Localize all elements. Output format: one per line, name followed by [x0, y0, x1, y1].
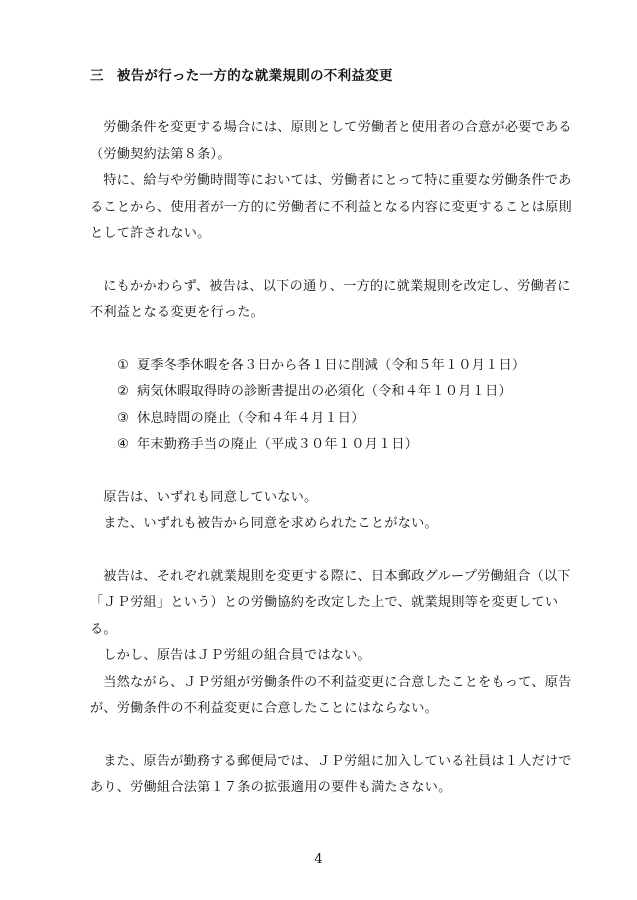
section-title: 被告が行った一方的な就業規則の不利益変更 — [116, 68, 393, 84]
spacer — [90, 248, 582, 274]
list-item-text: 病気休暇取得時の診断書提出の必須化（令和４年１０月１日） — [137, 384, 512, 399]
document-body — [90, 115, 582, 802]
paragraph-important-conditions: 特に、給与や労働時間等においては、労働者にとって特に重要な労働条件であることから、使用者が一方的に労働者に不利益となる内容に変更することは原則として許されない。 — [90, 173, 572, 241]
section-heading — [90, 64, 393, 84]
paragraph-consent-principle: 労働条件を変更する場合には、原則として労働者と使用者の合意が必要である（労働契約法第８条）。 — [90, 120, 572, 162]
list-item-text: 年末勤務手当の廃止（平成３０年１０月１日） — [137, 437, 419, 452]
list-item — [90, 353, 582, 380]
list-item — [90, 406, 582, 433]
list-item-text: 夏季冬季休暇を各３日から各１日に削減（令和５年１０月１日） — [137, 357, 526, 373]
spacer — [90, 723, 582, 749]
spacer — [90, 459, 582, 485]
paragraph-never-asked: また、いずれも被告から同意を求められたことがない。 — [103, 516, 438, 531]
paragraph-unilateral-change: にもかかわらず、被告は、以下の通り、一方的に就業規則を改定し、労働者に不利益となる変更を行った。 — [90, 278, 571, 320]
list-marker: ② — [117, 384, 130, 399]
paragraph-no-consent: 原告は、いずれも同意していない。 — [103, 489, 318, 505]
changes-list — [90, 353, 582, 459]
list-marker: ① — [117, 357, 130, 373]
paragraph-labor-agreement: 被告は、それぞれ就業規則を変更する際に、日本郵政グループ労働組合（以下「ＪＰ労組」という）との労働協約を改定した上で、就業規則等を変更している。 — [90, 568, 571, 637]
list-item — [90, 379, 582, 406]
page-number: 4 — [314, 852, 323, 867]
section-number: 三 — [90, 68, 104, 84]
list-item — [90, 432, 582, 459]
list-marker: ③ — [117, 410, 130, 426]
spacer — [90, 538, 582, 564]
paragraph-no-implied-consent: 当然ながら、ＪＰ労組が労働条件の不利益変更に合意したことをもって、原告が、労働条件の不利益変更に合意したことにはならない。 — [90, 674, 572, 716]
list-item-text: 休息時間の廃止（令和４年４月１日） — [137, 410, 365, 426]
list-marker: ④ — [117, 437, 130, 452]
spacer — [90, 327, 582, 353]
paragraph-not-member: しかし、原告はＪＰ労組の組合員ではない。 — [103, 648, 371, 663]
paragraph-extension-requirement: また、原告が勤務する郵便局では、ＪＰ労組に加入している社員は１人だけであり、労働組合法第１７条の拡張適用の要件も満たさない。 — [90, 753, 572, 795]
